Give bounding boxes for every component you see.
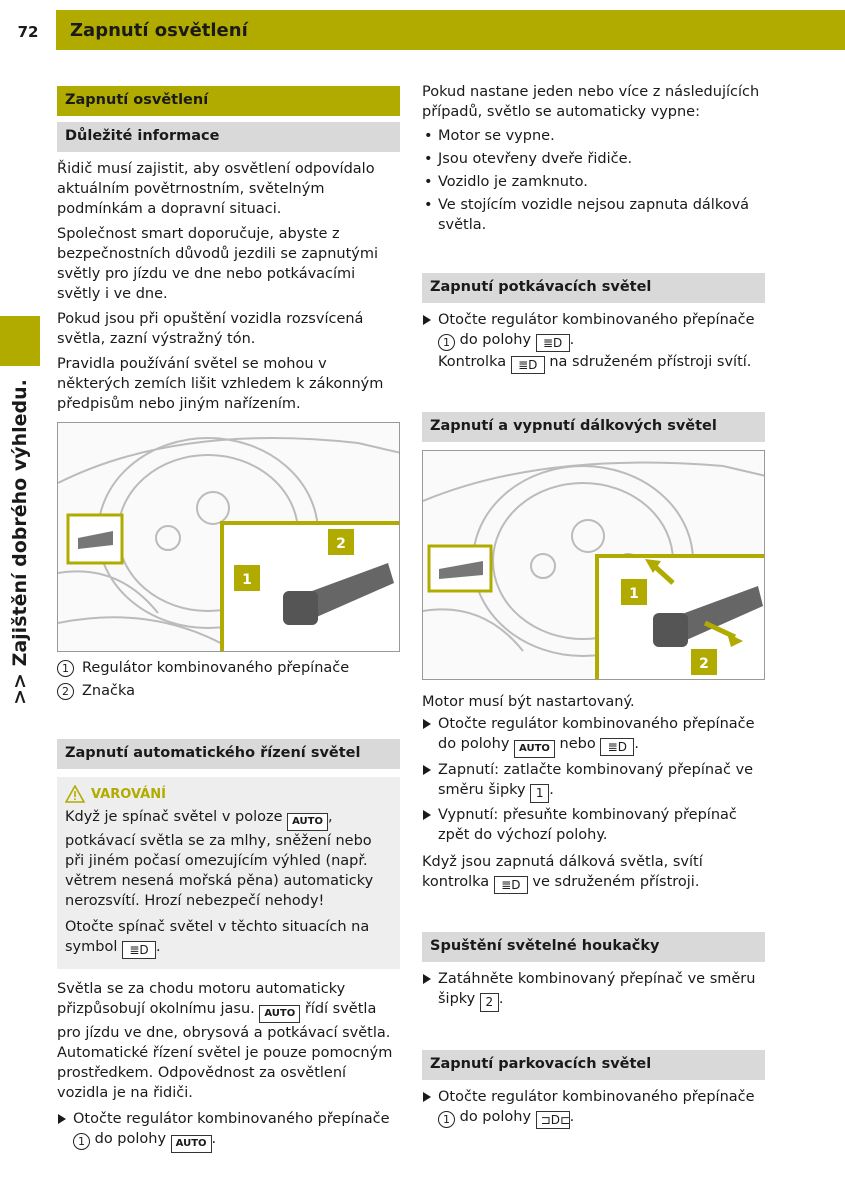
circle-1-symbol: 1 — [73, 1133, 90, 1150]
low-beam-step: Otočte regulátor kombinovaného přepínače 1 do polohy ≣D . Kontrolka ≣D na sdruženém přístroji svítí. — [422, 310, 765, 374]
high-beam-step-3: Vypnutí: přesuňte kombinovaný přepínač zpět do výchozí polohy. — [422, 805, 765, 845]
auto-symbol: AUTO — [259, 1005, 300, 1023]
parking-heading: Zapnutí parkovacích světel — [422, 1050, 765, 1080]
warning-label: VAROVÁNÍ — [91, 786, 166, 802]
paragraph-2: Společnost smart doporučuje, abyste z bezpečnostních důvodů jezdili se zapnutými světly pro jízdu ve dne nebo potkávacími světly i ve dne. — [57, 226, 379, 302]
auto-paragraph: Světla se za chodu motoru automaticky přizpůsobují okolnímu jasu. AUTO řídí světla pro jízdu ve dne, obrysová a potkávací světla. Automatické řízení světel je pouze pomocným prostředkem. Odpovědnost za osvětlení vozidla je na řidiči. — [57, 981, 393, 1101]
steering-wheel-illustration — [58, 423, 400, 652]
side-tab-marker — [0, 316, 40, 366]
parking-step: Otočte regulátor kombinovaného přepínače 1 do polohy ⊐D⊏. — [422, 1087, 765, 1129]
arrow-2-label: 2 — [699, 656, 709, 672]
low-beam-indicator-symbol: ≣D — [511, 356, 545, 374]
auto-lights-heading: Zapnutí automatického řízení světel — [57, 739, 400, 769]
list-item: • Ve stojícím vozidle nejsou zapnuta dálková světla. — [422, 195, 765, 235]
warning-text-1: Když je spínač světel v poloze AUTO , potkávací světla se za mlhy, sněžení nebo při jiném počasí omezujícím výhled (např. větrem nesená mořská pěna) automaticky nerozsvítí. Hrozí nebezpečí nehody! — [65, 809, 374, 909]
side-chapter-label: >> Zajištění dobrého výhledu. — [9, 379, 31, 705]
callout-1-label: 1 — [242, 572, 252, 588]
warning-header — [65, 785, 392, 803]
left-column — [57, 80, 400, 1153]
warning-text-2: Otočte spínač světel v těchto situacích na symbol ≣D . — [65, 919, 370, 957]
auto-symbol: AUTO — [287, 813, 328, 831]
high-beam-precondition: Motor musí být nastartovaný. — [422, 694, 635, 710]
auto-step: Otočte regulátor kombinovaného přepínače 1 do polohy AUTO . — [57, 1109, 400, 1153]
section-heading: Zapnutí osvětlení — [57, 86, 400, 116]
paragraph-4: Pravidla používání světel se mohou v některých zemích lišit vzhledem k zákonným předpisům nebo jiným nařízením. — [57, 356, 384, 412]
warning-box — [57, 777, 400, 969]
circle-1-symbol: 1 — [438, 1111, 455, 1128]
top-margin — [0, 0, 845, 10]
legend-item-2: 2 Značka — [57, 681, 400, 701]
callout-2-label: 2 — [336, 536, 346, 552]
arrow-2-symbol: 2 — [480, 993, 499, 1012]
legend-item-1: 1 Regulátor kombinovaného přepínače — [57, 658, 400, 678]
figure-legend — [57, 658, 400, 701]
auto-symbol: AUTO — [514, 740, 555, 758]
arrow-1-symbol: 1 — [530, 784, 549, 803]
circle-1-symbol: 1 — [438, 334, 455, 351]
high-beam-step-1: Otočte regulátor kombinovaného přepínače do polohy AUTO nebo ≣D . — [422, 714, 765, 758]
low-beam-symbol: ≣D — [536, 334, 570, 352]
low-beam-symbol: ≣D — [122, 941, 156, 959]
info-heading: Důležité informace — [57, 122, 400, 152]
paragraph-3: Pokud jsou při opuštění vozidla rozsvícená světla, zazní výstražný tón. — [57, 311, 364, 347]
list-item: • Motor se vypne. — [422, 126, 765, 146]
high-beam-illustration — [423, 451, 765, 680]
page-title: Zapnutí osvětlení — [56, 10, 845, 50]
low-beam-symbol: ≣D — [600, 738, 634, 756]
high-beam-indicator-symbol: ≣D — [494, 876, 528, 894]
auto-off-list — [422, 126, 765, 235]
high-beam-heading: Zapnutí a vypnutí dálkových světel — [422, 412, 765, 442]
auto-off-intro: Pokud nastane jeden nebo více z následujících případů, světlo se automaticky vypne: — [422, 84, 760, 120]
paragraph-1: Řidič musí zajistit, aby osvětlení odpovídalo aktuálním povětrnostním, světelným podmínkám a dopravní situaci. — [57, 161, 375, 217]
steering-wheel-figure-1 — [57, 422, 400, 652]
warning-triangle-icon — [65, 785, 85, 803]
high-beam-step-2: Zapnutí: zatlačte kombinovaný přepínač ve směru šipky 1 . — [422, 760, 765, 803]
right-column — [422, 80, 765, 1129]
auto-symbol: AUTO — [171, 1135, 212, 1153]
steering-wheel-figure-2 — [422, 450, 765, 680]
low-beam-heading: Zapnutí potkávacích světel — [422, 273, 765, 303]
flash-step: Zatáhněte kombinovaný přepínač ve směru šipky 2 . — [422, 969, 765, 1012]
parking-light-symbol: ⊐D⊏ — [536, 1111, 570, 1129]
list-item: • Jsou otevřeny dveře řidiče. — [422, 149, 765, 169]
arrow-1-label: 1 — [629, 586, 639, 602]
high-beam-note: Když jsou zapnutá dálková světla, svítí kontrolka ≣D ve sdruženém přístroji. — [422, 854, 703, 892]
list-item: • Vozidlo je zamknuto. — [422, 172, 765, 192]
flash-heading: Spuštění světelné houkačky — [422, 932, 765, 962]
page-number: 72 — [0, 10, 56, 54]
